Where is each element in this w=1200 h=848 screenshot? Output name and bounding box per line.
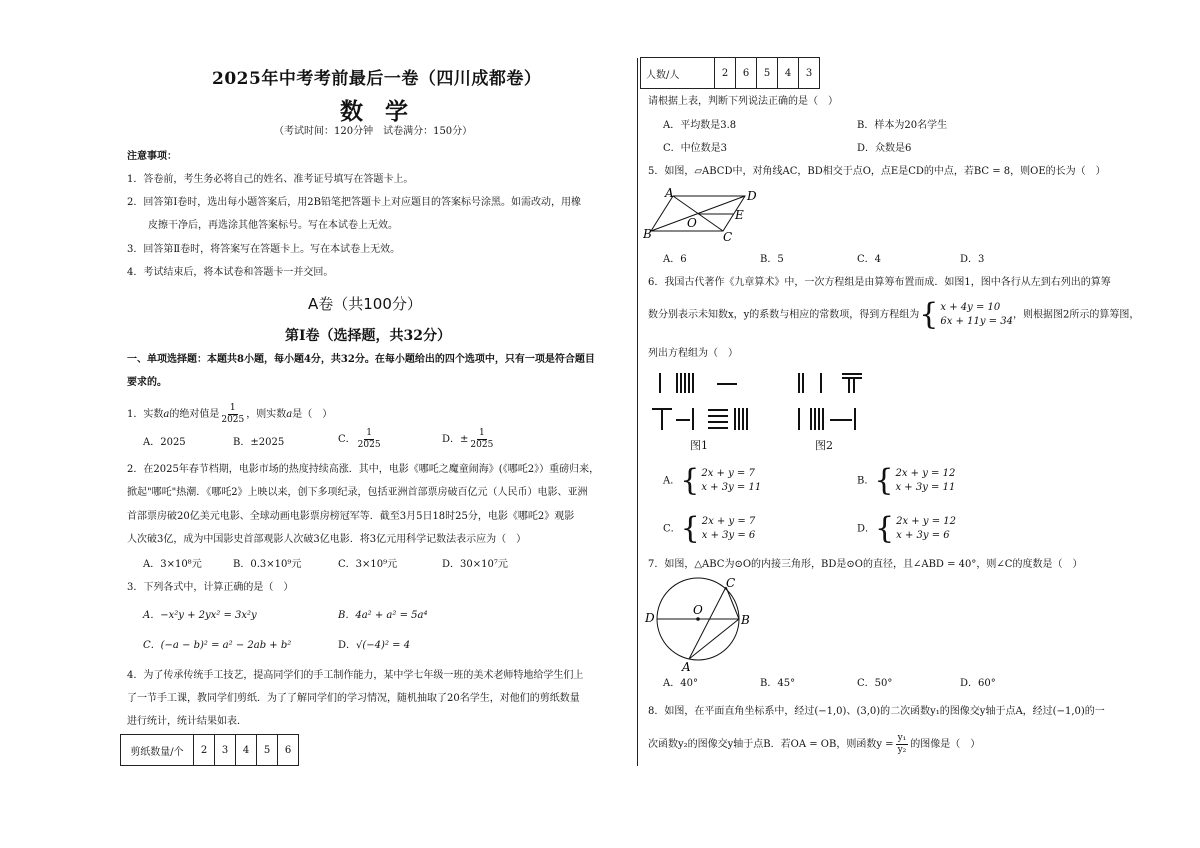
q7-option-b: B．45°: [760, 678, 796, 689]
q2-option-d: D．30×10⁷元: [442, 559, 508, 570]
q4-option-b: B．样本为20名学生: [857, 120, 948, 131]
question-7-stem: 7．如图，△ABC为⊙O的内接三角形，BD是⊙O的直径，且∠ABD = 40°，则∠C的度数是（ ）: [648, 559, 1083, 570]
q3-option-d: D．√(−4)² = 4: [338, 640, 411, 651]
point-label: D: [645, 611, 655, 625]
question-8-line: 8．如图，在平面直角坐标系中，经过(−1,0)、(3,0)的二次函数y₁的图像交y轴于点A，经过(−1,0)的一: [648, 706, 1105, 717]
table-cell: 2: [715, 58, 736, 89]
table-cell: 人数/人: [641, 58, 715, 89]
question-2-line: 2．在2025年春节档期，电影市场的热度持续高涨．其中，电影《哪吒之魔童闹海》(《哪吒2》）重磅归来，: [127, 464, 600, 475]
q6-option-d: D． { 2x + y = 12 x + 3y = 6: [857, 511, 956, 546]
question-1-stem: 1．实数a的绝对值是 $\frac{1}{2025}$ ，则实数a是（ ）: [127, 403, 333, 425]
question-4-line: 了一节手工课，教同学们剪纸．为了了解同学们的学习情况，随机抽取了20名学生，对他们的剪纸数量: [127, 693, 580, 704]
point-label: B: [741, 613, 750, 627]
question-5-stem: 5．如图，▱ABCD中，对角线AC，BD相交于点O，点E是CD的中点，若BC = 8，则OE的长为（ ）: [648, 166, 1106, 177]
question-3-stem: 3．下列各式中，计算正确的是（ ）: [127, 582, 294, 593]
point-label: E: [735, 208, 744, 222]
point-label: A: [665, 186, 674, 200]
q3-option-a: A．−x²y + 2yx² = 3x²y: [143, 610, 257, 621]
q2-option-b: B．0.3×10⁹元: [233, 559, 302, 570]
q4-option-a: A．平均数是3.8: [663, 120, 737, 131]
q2-option-a: A．3×10⁸元: [143, 559, 202, 570]
figure-1-caption: 图1: [690, 439, 708, 452]
question-4-line: 4．为了传承传统手工技艺，提高同学们的手工制作能力，某中学七年级一班的美术老师特地给学生们上: [127, 670, 584, 681]
exam-info: （考试时间：120分钟 试卷满分：150分）: [274, 126, 473, 137]
point-label: C: [723, 230, 733, 242]
point-label: C: [726, 576, 736, 590]
q3-option-b: B．4a² + a² = 5a⁴: [338, 610, 428, 621]
q1-option-b: B．±2025: [233, 437, 285, 448]
notice-item: 皮擦干净后，再选涂其他答案标号。写在本试卷上无效。: [148, 220, 398, 231]
q7-option-c: C．50°: [857, 678, 893, 689]
point-label: O: [687, 216, 697, 230]
table-cell: 4: [778, 58, 799, 89]
equation-system: { x + 4y = 10 6x + 11y = 34: [919, 297, 1013, 332]
table-row: [641, 58, 820, 89]
point-label: B: [643, 227, 652, 241]
point-label: O: [693, 603, 703, 617]
q6-option-c: C． { 2x + y = 7 x + 3y = 6: [663, 511, 756, 546]
notice-heading: 注意事项：: [127, 151, 177, 162]
q4-table-row-people: [640, 57, 820, 89]
q5-option-d: D．3: [960, 254, 985, 265]
section-a-heading: A卷（共100分）: [308, 295, 422, 313]
question-2-line: 掀起"哪吒"热潮．《哪吒2》上映以来，创下多项纪录，包括亚洲首部票房破百亿元（人民币）电影、亚洲: [127, 487, 588, 498]
table-cell: 5: [757, 58, 778, 89]
exam-title: 2025年中考考前最后一卷（四川成都卷）: [212, 69, 542, 89]
part1-instruction: 要求的。: [127, 377, 167, 388]
q6-option-a: A． { 2x + y = 7 x + 3y = 11: [663, 463, 762, 498]
q3-option-c: C．(−a − b)² = a² − 2ab + b²: [143, 640, 292, 651]
table-cell: 3: [215, 735, 236, 766]
question-6-line: 数分别表示未知数x，y的系数与相应的常数项，得到方程组为 { x + 4y = 10 6x + 11y = 34 ，则根据图2所示的算筹图，: [648, 297, 1140, 332]
q5-option-a: A．6: [663, 254, 687, 265]
parallelogram-figure: [643, 186, 763, 242]
q4-option-c: C．中位数是3: [663, 143, 728, 154]
part1-heading: 第Ⅰ卷（选择题，共32分）: [285, 328, 452, 344]
circle-figure: [643, 574, 758, 674]
q1-option-c: C． $\frac{1}{2025}$: [338, 428, 381, 450]
question-2-line: 首部票房破20亿美元电影、全球动画电影票房榜冠军等．截至3月5日18时25分，电影《哪吒2》观影: [127, 511, 575, 522]
part1-instruction: 一、单项选择题：本题共8小题，每小题4分，共32分。在每小题给出的四个选项中，只有一项是符合题目: [127, 354, 595, 365]
q7-option-d: D．60°: [960, 678, 996, 689]
q4-table-row-count: [120, 734, 299, 766]
q4-option-d: D．众数是6: [857, 143, 912, 154]
question-4-stem2: 请根据上表，判断下列说法正确的是（ ）: [648, 96, 838, 107]
question-8-line: 次函数y₂的图像交y轴于点B．若OA = OB，则函数y = $\frac{\text{y₁}}{\text{y₂}}$ 的图像是（ ）: [648, 733, 981, 755]
table-cell: 4: [236, 735, 257, 766]
column-divider: [637, 58, 638, 766]
q5-option-b: B．5: [760, 254, 784, 265]
q1-option-a: A．2025: [143, 437, 186, 448]
counting-rods-figure: [648, 370, 868, 435]
notice-item: 4．考试结束后，将本试卷和答题卡一并交回。: [127, 267, 334, 278]
q7-option-a: A．40°: [663, 678, 698, 689]
table-row: [121, 735, 299, 766]
point-label: A: [682, 660, 691, 674]
subject-title: 数学: [340, 98, 430, 125]
notice-item: 2．回答第Ⅰ卷时，选出每小题答案后，用2B铅笔把答题卡上对应题目的答案标号涂黑。如需改动，用橡: [127, 197, 582, 208]
q2-option-c: C．3×10⁹元: [338, 559, 398, 570]
notice-item: 3．回答第Ⅱ卷时，将答案写在答题卡上。写在本试卷上无效。: [127, 244, 401, 255]
table-cell: 剪纸数量/个: [121, 735, 194, 766]
question-6-line: 6．我国古代著作《九章算术》中，一次方程组是由算筹布置而成．如图1，图中各行从左到右列出的算筹: [648, 277, 1111, 288]
table-cell: 6: [278, 735, 299, 766]
table-cell: 3: [799, 58, 820, 89]
q6-option-b: B． { 2x + y = 12 x + 3y = 11: [857, 463, 956, 498]
question-4-line: 进行统计，统计结果如表．: [127, 716, 247, 727]
notice-item: 1．答卷前，考生务必将自己的姓名、准考证号填写在答题卡上。: [127, 174, 414, 185]
question-6-line: 列出方程组为（ ）: [648, 348, 738, 359]
table-cell: 6: [736, 58, 757, 89]
table-cell: 5: [257, 735, 278, 766]
figure-2-caption: 图2: [815, 439, 833, 452]
question-2-line: 人次破3亿，成为中国影史首部观影人次破3亿电影．将3亿元用科学记数法表示应为（ ）: [127, 534, 527, 545]
q1-option-d: D．± $\frac{1}{2025}$: [442, 428, 494, 450]
q5-option-c: C．4: [857, 254, 882, 265]
table-cell: 2: [194, 735, 215, 766]
point-label: D: [747, 189, 757, 203]
